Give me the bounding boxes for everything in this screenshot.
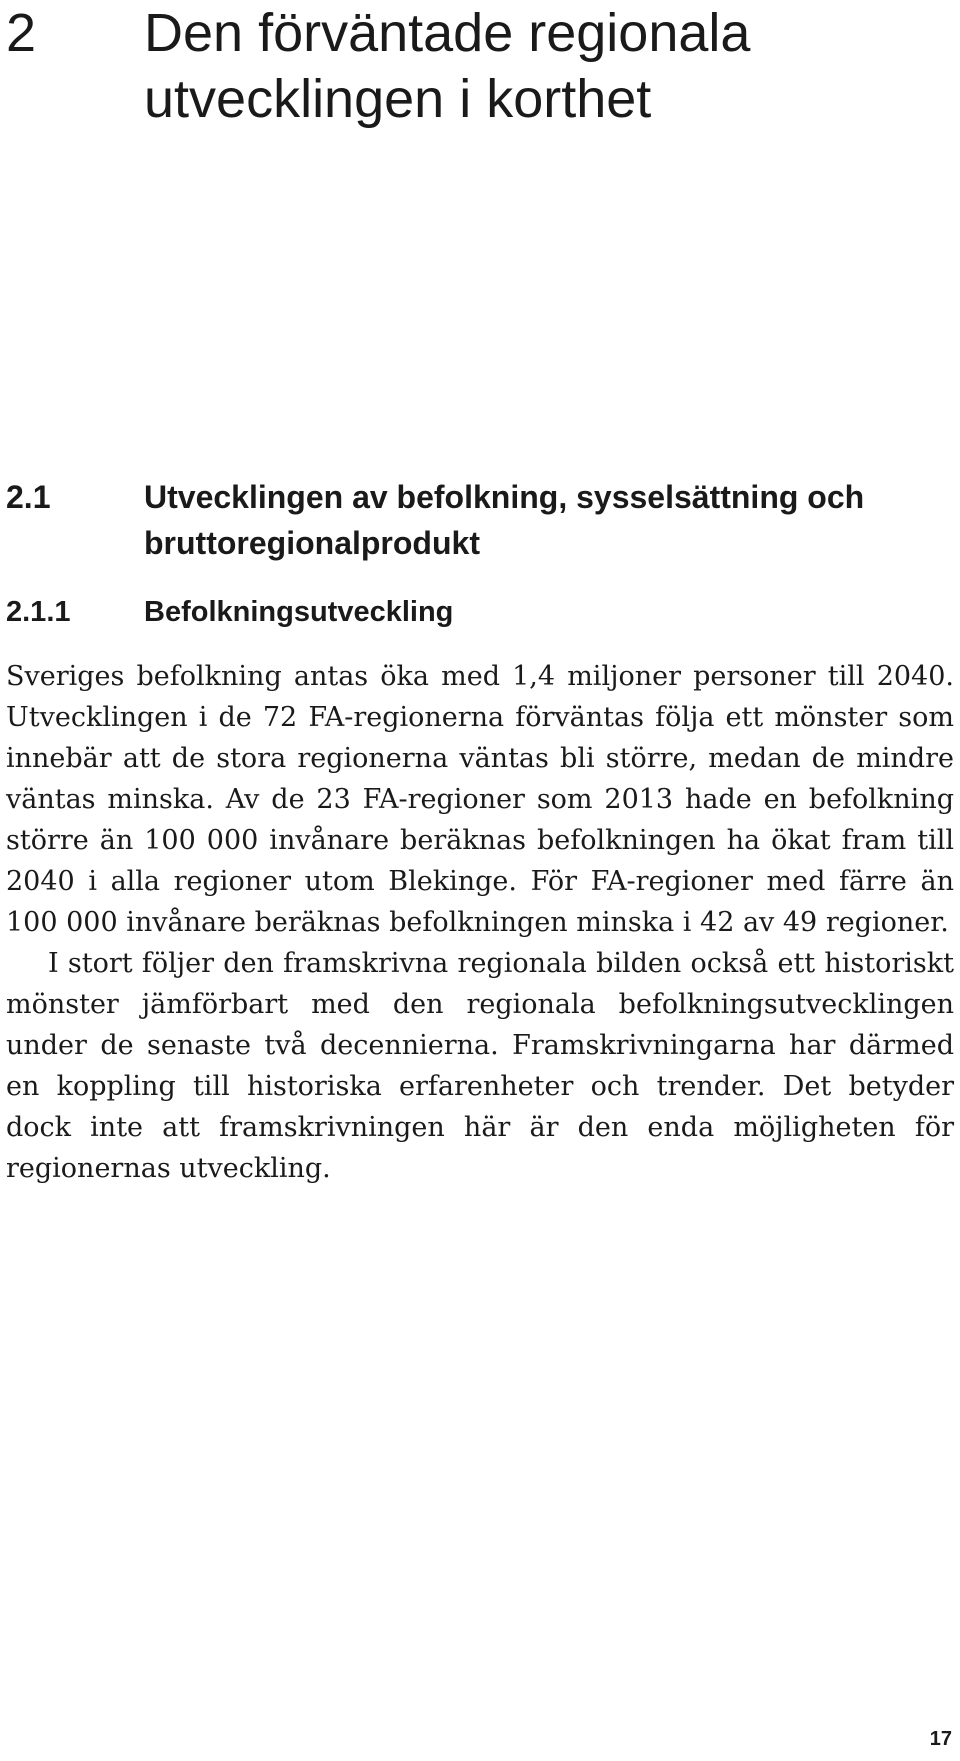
subsection-number: 2.1.1: [6, 596, 71, 628]
chapter-number: 2: [6, 3, 37, 63]
chapter-title: Den förväntade regionala utvecklingen i korthet: [144, 3, 751, 129]
subsection-title: Befolkningsutveckling: [144, 596, 454, 628]
paragraph-historical-pattern: I stort följer den framskrivna regionala bilden också ett historiskt mönster jämförbart med den regionala befolkningsutvecklingen under de senaste två decennierna. Framskrivningarna har därmed en koppling till historiska erfarenheter och trender. Det betyder dock inte att framskrivningen här är den enda möjligheten för regionernas utveckling.: [6, 948, 954, 1184]
section-number: 2.1: [6, 479, 51, 515]
page-number: 17: [929, 1728, 952, 1750]
body-text: [6, 656, 954, 1189]
section-title: Utvecklingen av befolkning, sysselsättning och bruttoregionalprodukt: [144, 479, 865, 561]
paragraph-population-forecast: Sveriges befolkning antas öka med 1,4 miljoner personer till 2040. Utvecklingen i de 72 FA-regionerna förväntas följa ett mönster som innebär att de stora regionerna väntas bli större, medan de mindre väntas minska. Av de 23 FA-regioner som 2013 hade en befolkning större än 100 000 invånare beräknas befolkningen ha ökat fram till 2040 i alla regioner utom Blekinge. För FA-regioner med färre än 100 000 invånare beräknas befolkningen minska i 42 av 49 regioner.: [6, 661, 954, 938]
